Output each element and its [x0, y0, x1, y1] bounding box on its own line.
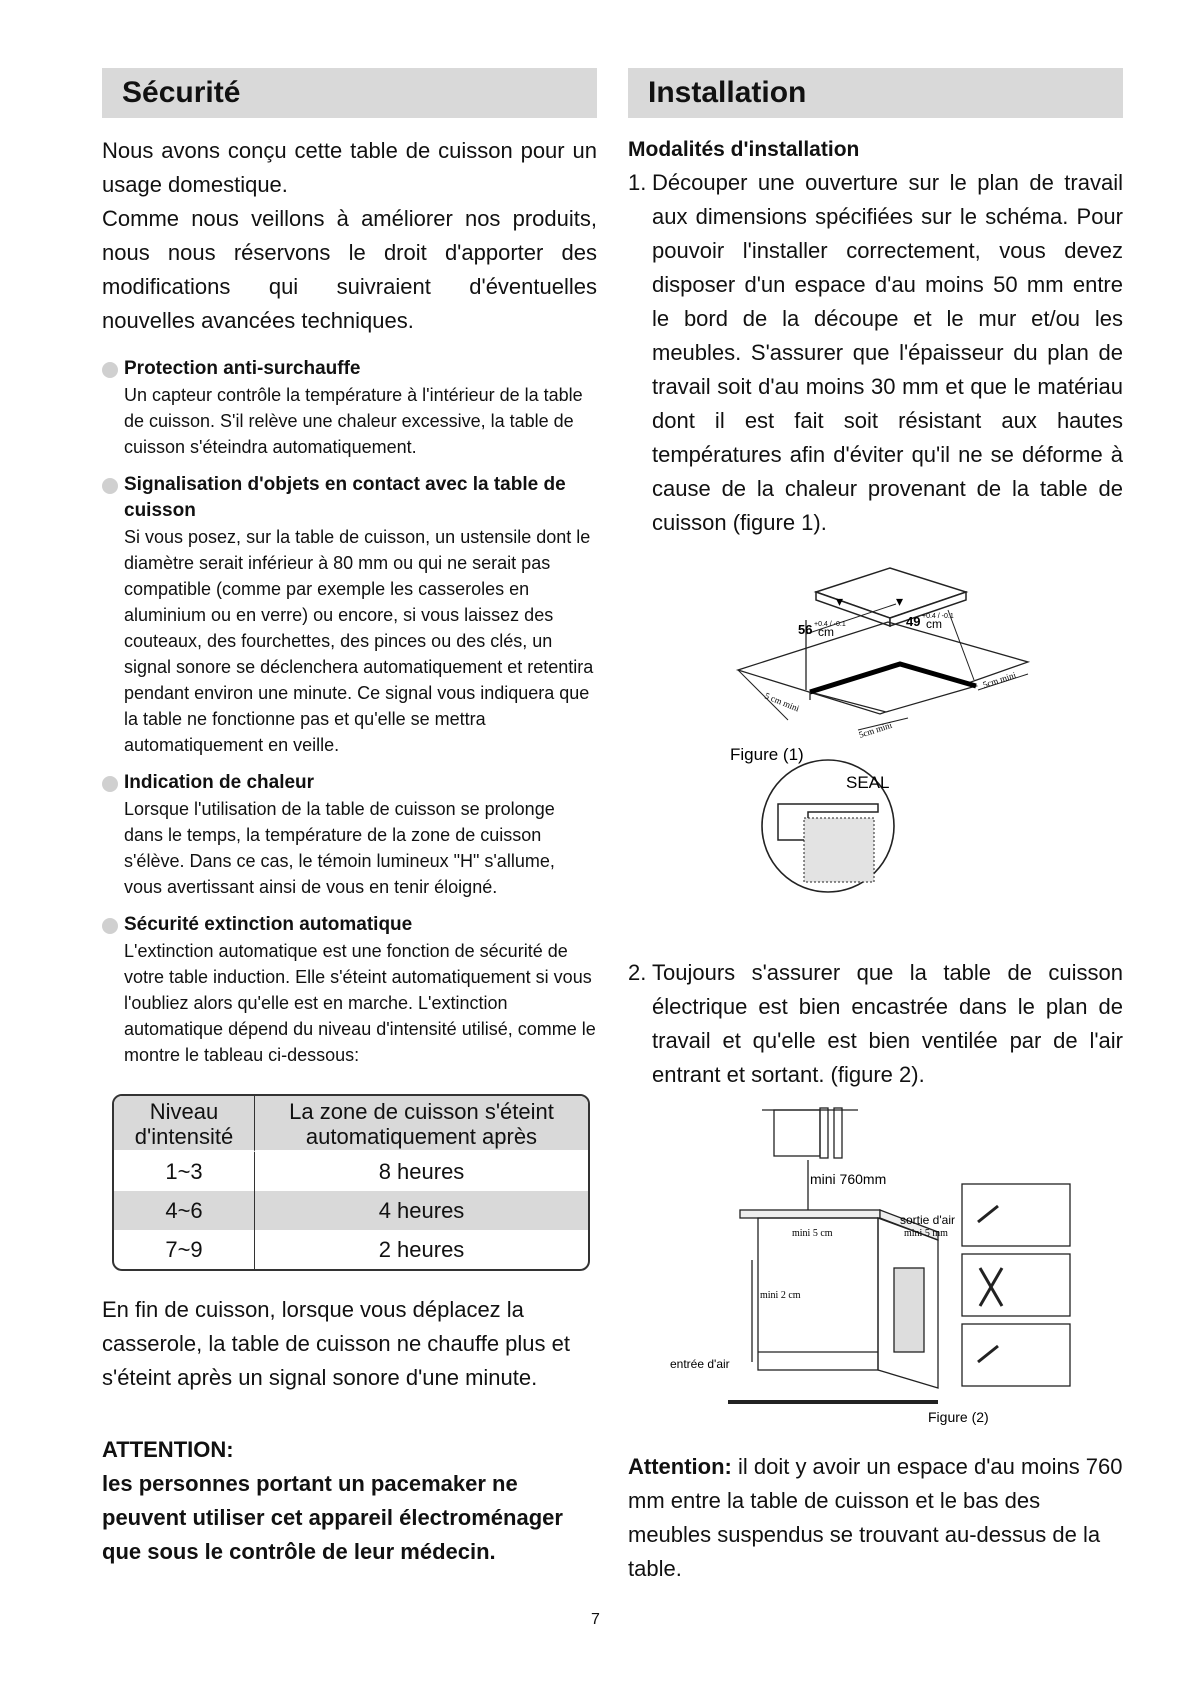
feature-title: [102, 472, 597, 524]
feature-title-text: Protection anti-surchauffe: [124, 358, 361, 379]
cabinet-illustration: [728, 1108, 1070, 1402]
mini-5cm-label: mini 5 cm: [792, 1228, 833, 1239]
dim-width-tolerance: +0.4 / -0.1: [922, 613, 954, 620]
table-row: [114, 1230, 588, 1269]
table-header-row: [114, 1096, 588, 1152]
header-level-line1: Niveau: [149, 1099, 219, 1124]
header-zone: [255, 1096, 588, 1152]
installation-subtitle: Modalités d'installation: [628, 138, 860, 161]
header-zone-line1: La zone de cuisson s'éteint: [289, 1099, 554, 1124]
security-title: Sécurité: [102, 68, 597, 118]
ventilation-diagram: [628, 1092, 1123, 1428]
bullet-icon: [102, 776, 118, 792]
cell-level: 4~6: [114, 1191, 255, 1230]
header-zone-line2: automatiquement après: [305, 1124, 538, 1149]
mini-760-label: mini 760mm: [810, 1171, 887, 1187]
feature-auto-off: [102, 912, 597, 1068]
mini-5mm-label: mini 5 mm: [904, 1228, 948, 1239]
step-2-number: 2.: [628, 960, 647, 985]
cell-level: 1~3: [114, 1152, 255, 1191]
dim-depth-label: 56: [798, 622, 813, 637]
installation-title: Installation: [628, 68, 1123, 118]
feature-text: L'extinction automatique est une fonction de sécurité de votre table induction. Elle s'éteint automatiquement si vous l'oubliez alors qu'elle est en marche. L'extinction automatique dépend du niveau d'intensité utilisé, comme le montre le tableau ci-dessous:: [124, 941, 596, 1065]
mini-2cm-label: mini 2 cm: [760, 1290, 801, 1301]
bullet-icon: [102, 478, 118, 494]
feature-title: [102, 770, 597, 796]
attention-title: ATTENTION:: [102, 1437, 234, 1462]
dim-unit: cm: [818, 625, 834, 639]
dim-depth-tolerance: +0.4 / -0.1: [814, 621, 846, 628]
feature-object-detection: [102, 472, 597, 758]
margin-left-label: 5 cm mini: [763, 690, 801, 714]
cutout-diagram: [628, 540, 1123, 956]
attention-text: les personnes portant un pacemaker ne peuvent utiliser cet appareil électroménager que sous le contrôle de leur médecin.: [102, 1471, 563, 1564]
feature-title-text: Signalisation d'objets en contact avec la table de cuisson: [124, 474, 566, 521]
attention-text: il doit y avoir un espace d'au moins 760 mm entre la table de cuisson et le bas des meubles suspendus se trouvant au-dessus de la table.: [628, 1454, 1123, 1581]
end-of-cooking-text: En fin de cuisson, lorsque vous déplacez la casserole, la table de cuisson ne chauffe plus et s'éteint après un signal sonore d'une minute.: [102, 1297, 571, 1390]
bullet-icon: [102, 362, 118, 378]
step-1-number: 1.: [628, 170, 647, 195]
cell-time: 4 heures: [255, 1191, 588, 1230]
air-out-label: sortie d'air: [900, 1213, 955, 1227]
step-1: [628, 166, 1123, 540]
figure-1: [628, 540, 1123, 956]
figure-2: [628, 1092, 1123, 1428]
security-intro: [102, 134, 597, 338]
margin-front-label: 5cm mini: [857, 719, 894, 740]
feature-title-text: Sécurité extinction automatique: [124, 914, 413, 935]
dim-unit: cm: [926, 617, 942, 631]
page-number: 7: [591, 1611, 600, 1628]
header-level-line2: d'intensité: [134, 1124, 234, 1149]
feature-text: Lorsque l'utilisation de la table de cuisson se prolonge dans le temps, la température de la zone de cuisson s'élève. Dans ce cas, le témoin lumineux "H" s'allume, vous avertissant ainsi de vous en tenir éloigné.: [124, 799, 555, 897]
dim-width-label: 49: [906, 614, 921, 629]
seal-label: SEAL: [846, 773, 890, 792]
feature-text: Si vous posez, sur la table de cuisson, un ustensile dont le diamètre serait inférieur à 80 mm ou qui ne serait pas compatible (comme par exemple les casseroles en aluminium ou en verre) ou encore, si vous laissez des couteaux, des fourchettes, des pinces ou des clés, un signal sonore se déclenchera automatiquement et retentira pendant environ une minute. Ce signal vous indiquera que la table ne fonctionne pas et qu'elle se mettra automatiquement en veille.: [124, 527, 594, 755]
feature-text: Un capteur contrôle la température à l'intérieur de la table de cuisson. S'il relève une chaleur excessive, la table de cuisson s'éteindra automatiquement.: [124, 385, 583, 457]
feature-title-text: Indication de chaleur: [124, 772, 315, 793]
security-column: [102, 68, 597, 1569]
feature-title: [102, 912, 597, 938]
installation-column: [628, 68, 1123, 1586]
cell-level: 7~9: [114, 1230, 255, 1269]
figure-2-caption: Figure (2): [928, 1409, 989, 1425]
installation-attention: [628, 1450, 1123, 1586]
security-intro-2: Comme nous veillons à améliorer nos produits, nous nous réservons le droit d'apporter des modifications qui suivraient d'éventuelles nouvelles avancées techniques.: [102, 206, 597, 333]
auto-off-table: [112, 1094, 590, 1271]
feature-title: [102, 356, 597, 382]
margin-right-label: 5cm mini: [981, 669, 1018, 690]
feature-overheat: [102, 356, 597, 460]
step-2-text: Toujours s'assurer que la table de cuisson électrique est bien encastrée dans le plan de travail et qu'elle est bien ventilée par de l'air entrant et sortant. (figure 2).: [652, 960, 1123, 1087]
attention-label: Attention:: [628, 1454, 732, 1479]
table-row: [114, 1191, 588, 1230]
feature-heat-indicator: [102, 770, 597, 900]
air-in-label: entrée d'air: [670, 1357, 730, 1371]
down-arrow-icon: ▾: [836, 593, 844, 609]
step-2: [628, 956, 1123, 1092]
bullet-icon: [102, 918, 118, 934]
table-row: [114, 1152, 588, 1191]
header-level: [114, 1096, 255, 1152]
cell-time: 2 heures: [378, 1236, 465, 1262]
down-arrow-icon: ▾: [896, 593, 904, 609]
cell-time: 8 heures: [378, 1158, 465, 1184]
figure-1-caption: Figure (1): [730, 745, 804, 764]
step-1-text: Découper une ouverture sur le plan de travail aux dimensions spécifiées sur le schéma. Pour pouvoir l'installer correctement, vous devez disposer d'un espace d'au moins 50 mm entre le bord de la découpe et le mur et/ou les meubles. S'assurer que l'épaisseur du plan de travail soit d'au moins 30 mm et que le matériau dont il est fait soit résistant aux hautes températures afin d'éviter qu'il ne se déforme à cause de la chaleur provenant de la table de cuisson (figure 1).: [652, 170, 1123, 535]
security-intro-1: Nous avons conçu cette table de cuisson pour un usage domestique.: [102, 138, 597, 197]
